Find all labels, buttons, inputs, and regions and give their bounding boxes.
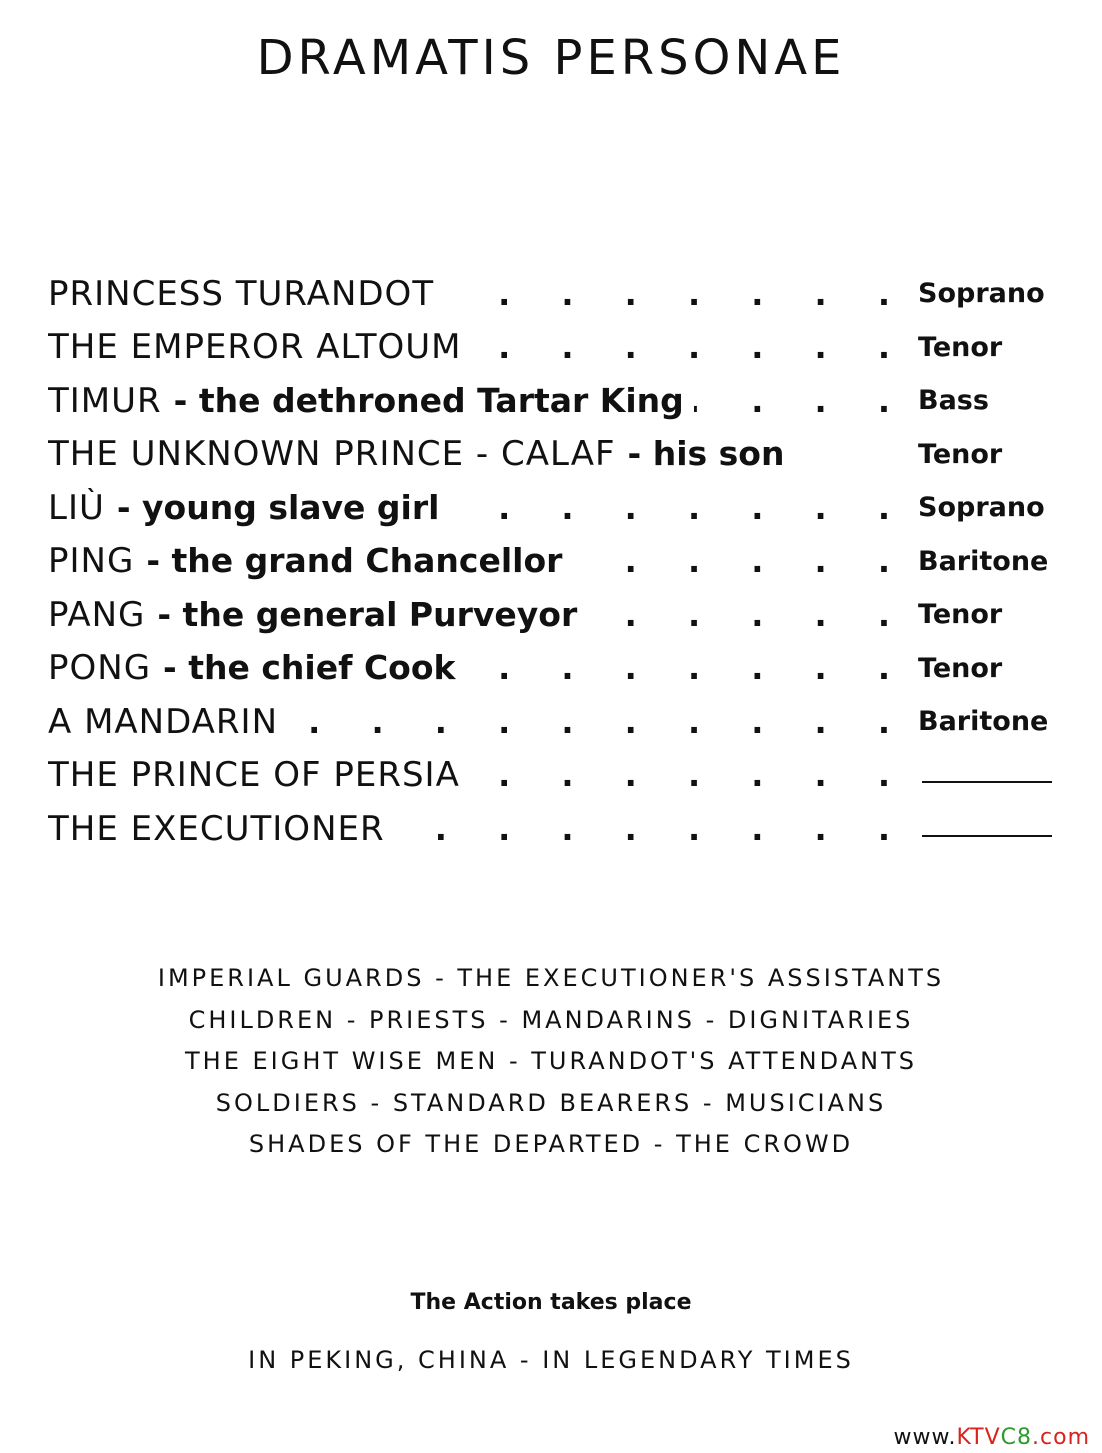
setting-intro: The Action takes place — [410, 1290, 692, 1315]
dot-leader — [470, 756, 910, 794]
role-description: - the chief Cook — [163, 648, 456, 688]
dot-leader — [456, 275, 910, 313]
cast-row — [48, 695, 1058, 749]
voice-type: Baritone — [918, 706, 1049, 738]
role-name: LIÙ — [48, 487, 105, 528]
voice-type: Bass — [918, 385, 989, 417]
role-description: - young slave girl — [116, 487, 440, 527]
voice-type: Baritone — [918, 545, 1049, 577]
dot-leader — [395, 810, 910, 848]
cast-row — [48, 321, 1058, 375]
role-name: PANG — [48, 594, 146, 635]
dot-leader — [300, 703, 910, 741]
voice-type: Soprano — [918, 278, 1045, 310]
cast-row — [48, 481, 1058, 535]
role-description: - the dethroned Tartar King — [173, 380, 684, 420]
chorus-line: IMPERIAL GUARDS - THE EXECUTIONER'S ASSISTANTS — [157, 964, 945, 992]
watermark-part1: KTV — [956, 1425, 1001, 1450]
cast-row — [48, 749, 1058, 803]
setting-place: IN PEKING, CHINA - IN LEGENDARY TIMES — [248, 1346, 854, 1374]
role-name: THE UNKNOWN PRINCE - CALAF — [48, 434, 616, 475]
voice-type: Tenor — [918, 438, 1003, 470]
cast-row — [48, 428, 1058, 482]
watermark-prefix: www. — [893, 1425, 957, 1450]
watermark-url — [893, 1425, 1090, 1450]
watermark-part2: C8 — [1000, 1425, 1033, 1450]
role-name: THE EMPEROR ALTOUM — [48, 327, 462, 368]
dot-leader — [449, 489, 910, 527]
role-name: PRINCESS TURANDOT — [48, 273, 435, 314]
cast-row — [48, 267, 1058, 321]
voice-type: Tenor — [918, 652, 1003, 684]
role-name: THE EXECUTIONER — [48, 808, 385, 849]
voice-blank-line — [922, 821, 1052, 837]
cast-row — [48, 535, 1058, 589]
role-name: PONG — [48, 648, 152, 689]
page-title: DRAMATIS PERSONAE — [256, 30, 846, 86]
cast-row — [48, 802, 1058, 856]
role-description: - his son — [627, 434, 785, 474]
cast-row — [48, 642, 1058, 696]
chorus-line: THE EIGHT WISE MEN - TURANDOT'S ATTENDANTS — [185, 1047, 917, 1075]
dot-leader — [465, 649, 910, 687]
role-name: TIMUR — [48, 380, 162, 421]
dot-leader — [587, 596, 910, 634]
role-name: A MANDARIN — [48, 701, 279, 742]
dot-leader — [484, 328, 910, 366]
voice-type: Tenor — [918, 599, 1003, 631]
dot-leader — [572, 542, 910, 580]
chorus-line: CHILDREN - PRIESTS - MANDARINS - DIGNITARIES — [188, 1005, 914, 1034]
dot-leader — [694, 382, 910, 420]
cast-row — [48, 374, 1058, 428]
role-name: PING — [48, 541, 135, 582]
role-description: - the general Purveyor — [157, 594, 578, 634]
watermark-suffix: .com — [1032, 1425, 1090, 1450]
voice-blank-line — [922, 767, 1052, 783]
chorus-line: SHADES OF THE DEPARTED - THE CROWD — [248, 1130, 854, 1158]
chorus-list — [0, 958, 1102, 1166]
cast-row — [48, 588, 1058, 642]
role-description: - the grand Chancellor — [146, 541, 563, 581]
chorus-line: SOLDIERS - STANDARD BEARERS - MUSICIANS — [215, 1088, 887, 1117]
role-name: THE PRINCE OF PERSIA — [48, 755, 460, 796]
voice-type: Soprano — [918, 492, 1045, 524]
cast-list — [48, 267, 1058, 856]
voice-type: Tenor — [918, 331, 1003, 363]
